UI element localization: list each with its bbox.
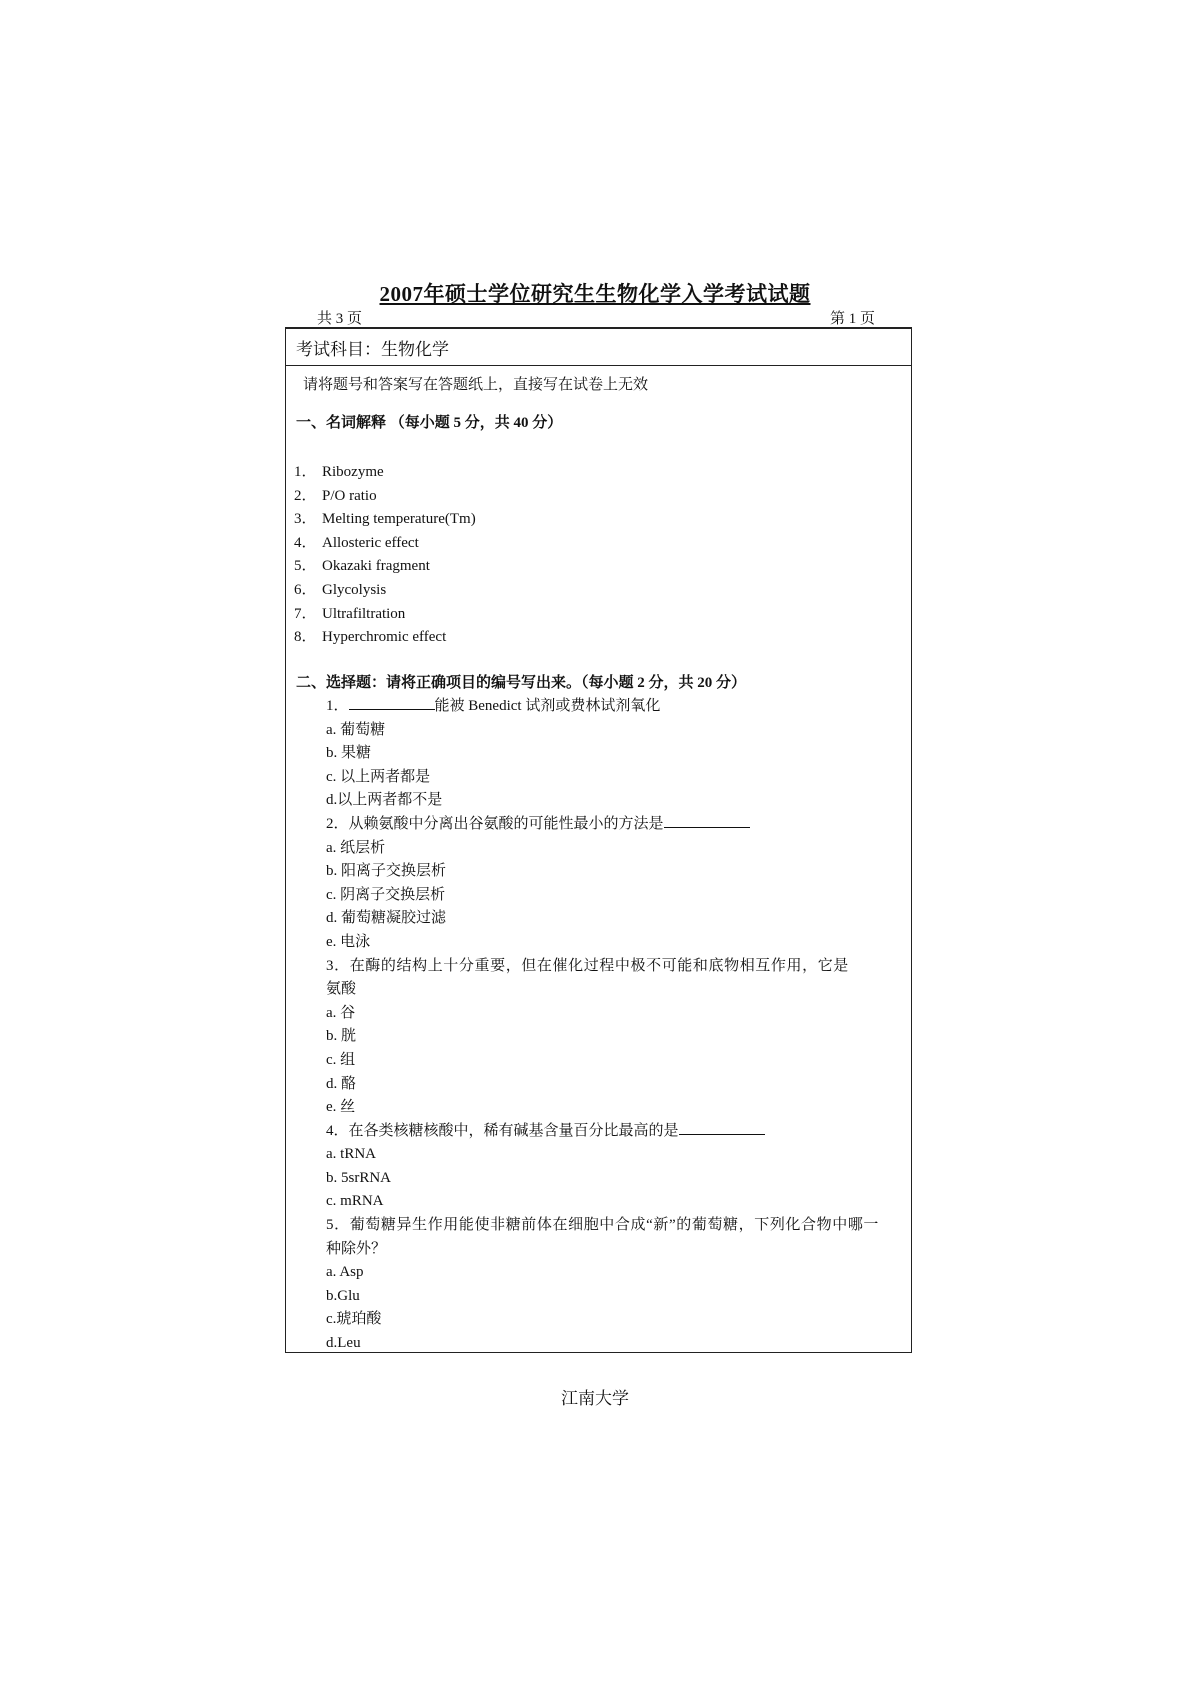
option: a. Asp	[326, 1264, 364, 1281]
subject-label: 考试科目：生物化学	[296, 340, 449, 359]
option: d.Leu	[326, 1335, 361, 1352]
option: b. 果糖	[326, 745, 372, 762]
question-1: 1． 能被 Benedict 试剂或费林试剂氧化	[326, 695, 906, 719]
option: c. mRNA	[326, 1193, 384, 1210]
page-number: 第 1 页	[830, 311, 876, 327]
question-3: 3．在酶的结构上十分重要，但在催化过程中极不可能和底物相互作用，它是	[326, 957, 849, 974]
answer-blank	[349, 695, 435, 710]
answer-notice: 请将题号和答案写在答题纸上，直接写在试卷上无效	[303, 377, 649, 393]
list-item: 8． Hyperchromic effect	[294, 629, 447, 646]
option: b. 胱	[326, 1028, 357, 1045]
option: b. 阳离子交换层析	[326, 863, 447, 880]
choice-questions	[326, 695, 906, 1356]
list-item: 1． Ribozyme	[294, 464, 384, 480]
option: b. 5srRNA	[326, 1169, 392, 1186]
question-5-cont: 种除外？	[326, 1240, 387, 1257]
option: c. 阴离子交换层析	[326, 886, 446, 903]
option: c. 以上两者都是	[326, 768, 431, 785]
section2-heading: 二、选择题：请将正确项目的编号写出来。（每小题 2 分，共 20 分）	[296, 675, 747, 691]
option: b.Glu	[326, 1287, 360, 1304]
question-4: 4．在各类核糖核酸中，稀有碱基含量百分比最高的是	[326, 1120, 906, 1144]
option: a. tRNA	[326, 1146, 376, 1163]
list-item: 6． Glycolysis	[294, 581, 387, 598]
exam-title: 2007年硕士学位研究生生物化学入学考试试题	[379, 282, 811, 306]
exam-box	[285, 328, 912, 1353]
option: d.以上两者都不是	[326, 792, 443, 809]
answer-blank	[664, 813, 750, 828]
question-3-cont: 氨酸	[326, 981, 357, 998]
option: e. 电泳	[326, 933, 371, 950]
option: a. 纸层析	[326, 839, 386, 856]
list-item: 2． P/O ratio	[294, 487, 377, 504]
section1-heading: 一、名词解释 （每小题 5 分，共 40 分）	[296, 415, 563, 431]
list-item: 4． Allosteric effect	[294, 534, 419, 551]
option: a. 谷	[326, 1004, 356, 1021]
option: a. 葡萄糖	[326, 721, 386, 738]
list-item: 5． Okazaki fragment	[294, 558, 430, 575]
term-list	[294, 461, 476, 650]
subject-row	[286, 328, 911, 366]
option: e. 丝	[326, 1099, 356, 1116]
university-footer: 江南大学	[561, 1389, 629, 1408]
answer-blank	[679, 1120, 765, 1135]
option: c.琥珀酸	[326, 1311, 382, 1328]
option: d. 酪	[326, 1075, 357, 1092]
list-item: 7． Ultrafiltration	[294, 605, 406, 622]
question-2: 2．从赖氨酸中分离出谷氨酸的可能性最小的方法是	[326, 813, 906, 837]
total-pages: 共 3 页	[317, 311, 363, 327]
option: d. 葡萄糖凝胶过滤	[326, 910, 447, 927]
list-item: 3． Melting temperature(Tm)	[294, 511, 476, 528]
option: c. 组	[326, 1051, 356, 1068]
question-5: 5．葡萄糖异生作用能使非糖前体在细胞中合成“新”的葡萄糖，下列化合物中哪一	[326, 1217, 880, 1234]
